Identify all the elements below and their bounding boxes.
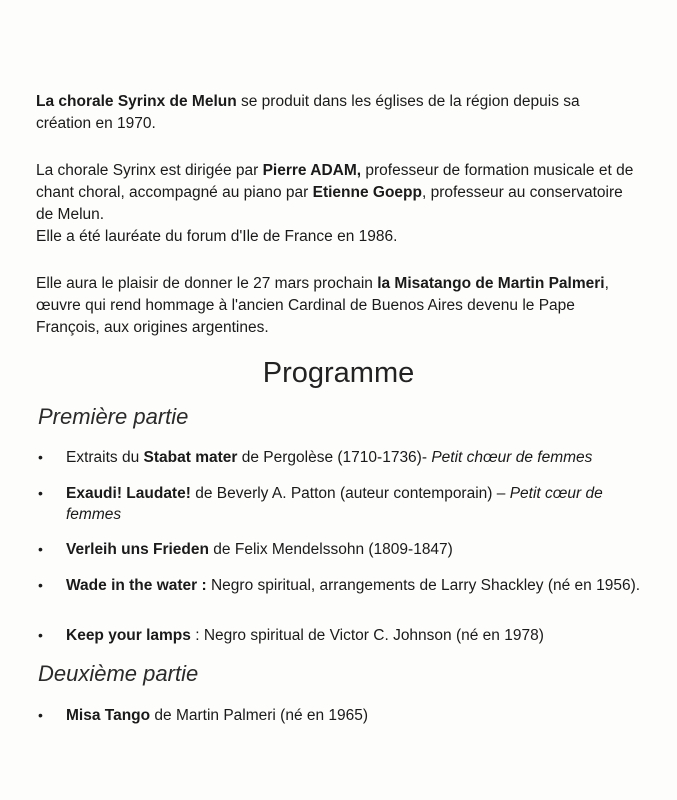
programme-title: Programme <box>262 357 415 389</box>
section-heading-part-1: Première partie <box>38 404 189 429</box>
list-item <box>38 539 648 560</box>
list-item <box>38 483 648 525</box>
list-item <box>38 447 648 468</box>
intro-paragraph-2 <box>36 160 636 248</box>
bullet-icon: • <box>38 485 43 501</box>
list-item <box>38 575 648 596</box>
intro-text: Elle aura le plaisir de donner le 27 mars prochain <box>36 275 378 292</box>
list-item-text: Keep your lamps : Negro spiritual de Victor C. Johnson (né en 1978) <box>66 627 544 644</box>
bullet-icon: • <box>38 541 43 557</box>
intro-text: professeur de formation musicale et de chant choral, accompagné au piano par <box>36 162 634 201</box>
bullet-icon: • <box>38 577 43 593</box>
section-heading-part-2: Deuxième partie <box>38 661 199 686</box>
list-item <box>38 705 648 726</box>
list-item-text: Extraits du Stabat mater de Pergolèse (1710-1736)- Petit chœur de femmes <box>66 449 593 466</box>
intro-paragraph-3 <box>36 273 636 339</box>
award-line: Elle a été lauréate du forum d'Ile de France en 1986. <box>36 228 398 245</box>
intro-text: , professeur au conservatoire de Melun. <box>36 184 623 223</box>
pianist-name: Etienne Goepp <box>312 184 422 201</box>
intro-text: La chorale Syrinx est dirigée par <box>36 162 263 179</box>
list-item-text: Wade in the water : Negro spiritual, arrangements de Larry Shackley (né en 1956). <box>66 577 641 594</box>
bullet-icon: • <box>38 627 43 643</box>
list-item-text: Exaudi! Laudate! de Beverly A. Patton (auteur contemporain) – Petit cœur de femmes <box>66 485 603 523</box>
list-item <box>38 625 648 646</box>
intro-text: se produit dans les églises de la région depuis sa création en 1970. <box>36 93 580 132</box>
intro-text: , œuvre qui rend hommage à l'ancien Cardinal de Buenos Aires devenu le Pape François, aux origines argentines. <box>36 275 609 336</box>
concert-work: la Misatango de Martin Palmeri <box>377 275 605 292</box>
bullet-icon: • <box>38 449 43 465</box>
bullet-icon: • <box>38 707 43 723</box>
choir-name: La chorale Syrinx de Melun <box>36 93 237 110</box>
list-item-text: Verleih uns Frieden de Felix Mendelssohn (1809-1847) <box>66 541 453 558</box>
intro-paragraph-1 <box>36 91 636 135</box>
conductor-name: Pierre ADAM, <box>262 162 362 179</box>
list-item-text: Misa Tango de Martin Palmeri (né en 1965) <box>66 707 369 724</box>
